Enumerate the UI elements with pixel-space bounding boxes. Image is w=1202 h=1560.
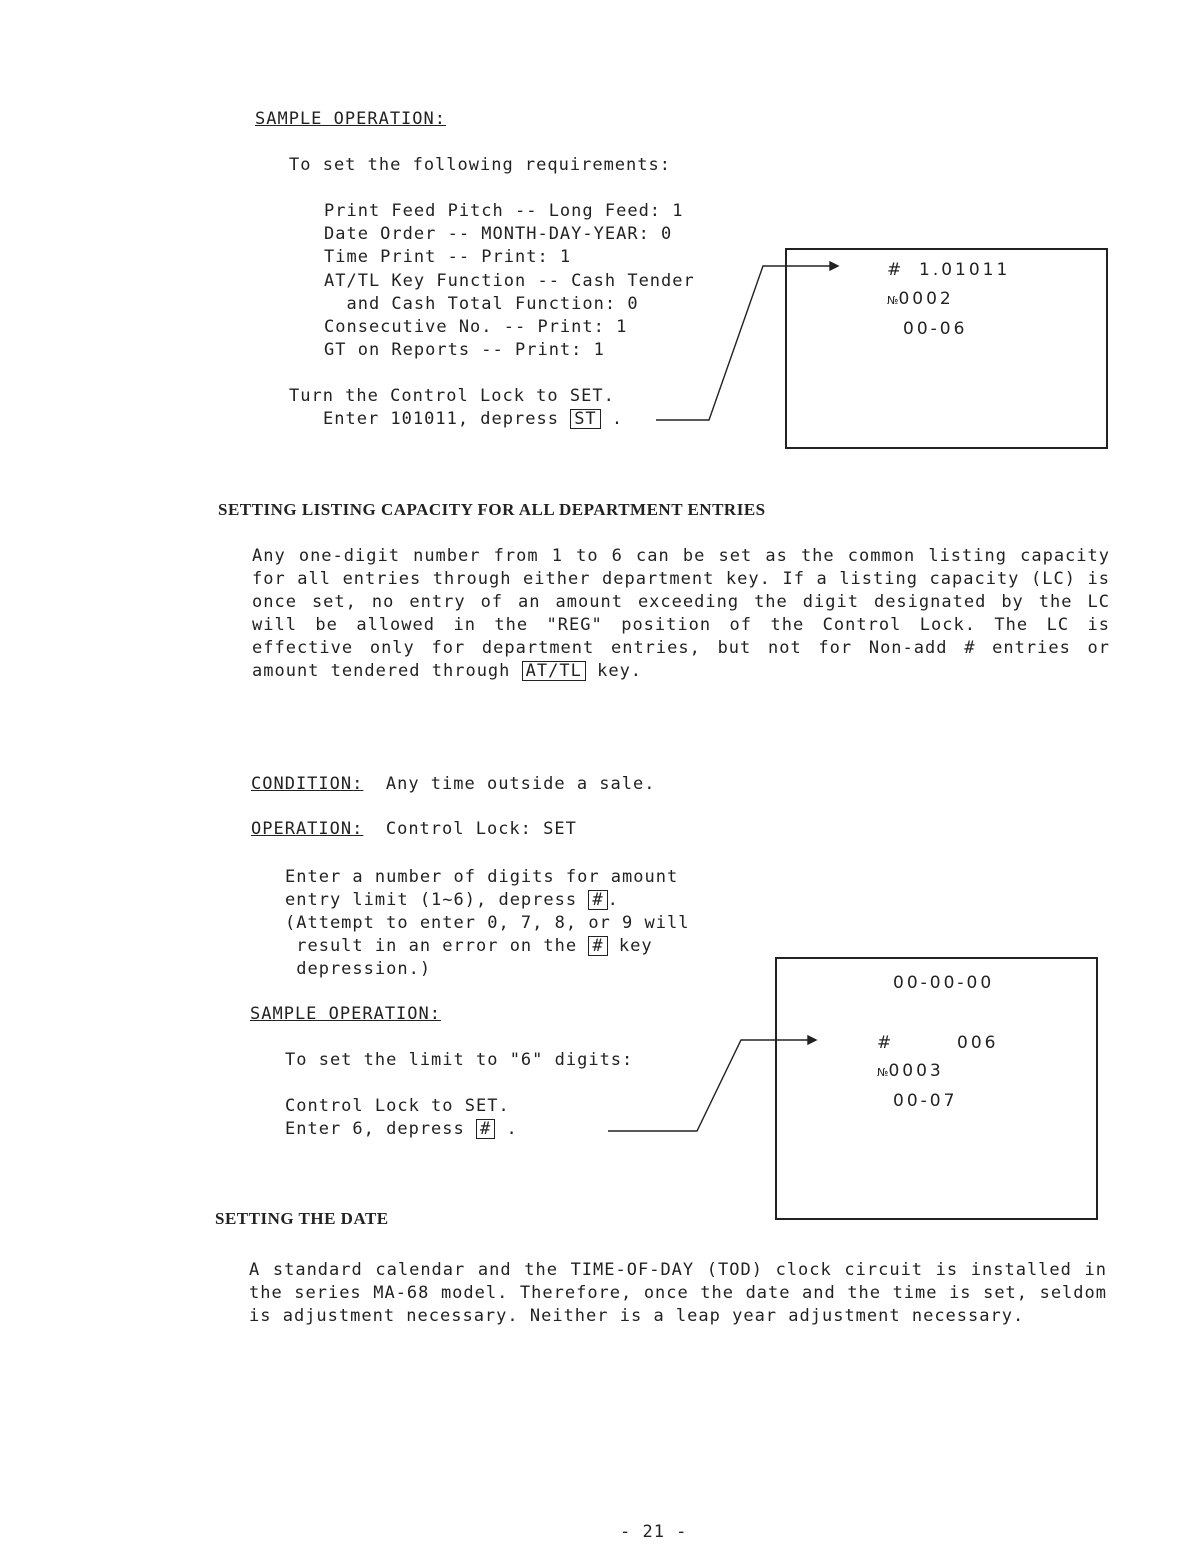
page-number: - 21 - xyxy=(620,1522,688,1542)
receipt-counter: 00-06 xyxy=(903,319,968,339)
instruction-line: Enter a number of digits for amount xyxy=(285,867,679,887)
requirement-line: Date Order -- MONTH-DAY-YEAR: 0 xyxy=(324,224,673,244)
hash-key: # xyxy=(588,936,607,956)
requirements-intro: To set the following requirements: xyxy=(289,155,671,175)
receipt-counter: 00-07 xyxy=(893,1091,958,1111)
step-enter-code: Enter 101011, depress ST . xyxy=(323,409,624,429)
section-title-setting-date: SETTING THE DATE xyxy=(215,1209,389,1228)
callout-line-1 xyxy=(656,266,830,420)
requirement-line: and Cash Total Function: 0 xyxy=(324,294,639,314)
st-key: ST xyxy=(570,409,600,429)
receipt-consecutive-number: №0002 xyxy=(887,289,954,309)
sample-intro-2: To set the limit to "6" digits: xyxy=(285,1050,634,1070)
instruction-line: (Attempt to enter 0, 7, 8, or 9 will xyxy=(285,913,690,933)
instruction-line: entry limit (1~6), depress # . xyxy=(285,890,619,910)
receipt-hash: # xyxy=(877,1033,895,1053)
callout-arrow-1 xyxy=(830,262,838,270)
section-title-listing-capacity: SETTING LISTING CAPACITY FOR ALL DEPARTMENT ENTRIES xyxy=(218,500,766,519)
setting-date-paragraph: A standard calendar and the TIME-OF-DAY (TOD) clock circuit is installed in the series MA-68 model. Therefore, once the date and the time is set, seldom is adjustment necessary. Neither is a leap year adjustment necessary. xyxy=(249,1260,1107,1326)
receipt-hash: # xyxy=(887,260,905,280)
sample-operation-heading-1: SAMPLE OPERATION: xyxy=(255,109,446,129)
instruction-line: result in an error on the # key xyxy=(285,936,653,956)
callout-line-2 xyxy=(608,1040,808,1131)
receipt-code: 006 xyxy=(957,1033,999,1053)
sample-operation-heading-2: SAMPLE OPERATION: xyxy=(250,1004,441,1024)
requirement-line: AT/TL Key Function -- Cash Tender xyxy=(324,271,695,291)
requirement-line: Time Print -- Print: 1 xyxy=(324,247,572,267)
receipt-date: 00-00-00 xyxy=(893,973,995,993)
hash-key: # xyxy=(476,1119,495,1139)
requirement-line: Consecutive No. -- Print: 1 xyxy=(324,317,628,337)
step-enter-six: Enter 6, depress # . xyxy=(285,1119,518,1139)
condition-line: CONDITION: Any time outside a sale. xyxy=(251,774,656,794)
step-turn-control-lock: Turn the Control Lock to SET. xyxy=(289,386,615,406)
requirement-line: Print Feed Pitch -- Long Feed: 1 xyxy=(324,201,684,221)
instruction-line: depression.) xyxy=(285,959,432,979)
listing-capacity-paragraph: Any one-digit number from 1 to 6 can be set as the common listing capacity for all entries through either department key. If a listing capacity (LC) is once set, no entry of an amount exceeding the digit designated by the LC will be allowed in the "REG" position of the Control Lock. The LC is effective only for department entries, but not for Non-add # entries or amount tendered through AT/TL key. xyxy=(252,546,1110,681)
receipt-consecutive-number: №0003 xyxy=(877,1061,944,1081)
requirement-line: GT on Reports -- Print: 1 xyxy=(324,340,605,360)
step-control-lock-set: Control Lock to SET. xyxy=(285,1096,510,1116)
hash-key: # xyxy=(588,890,607,910)
receipt-code: 1.01011 xyxy=(919,260,1011,280)
callout-arrow-2 xyxy=(808,1036,816,1044)
at-tl-key: AT/TL xyxy=(522,661,586,681)
operation-line: OPERATION: Control Lock: SET xyxy=(251,819,577,839)
